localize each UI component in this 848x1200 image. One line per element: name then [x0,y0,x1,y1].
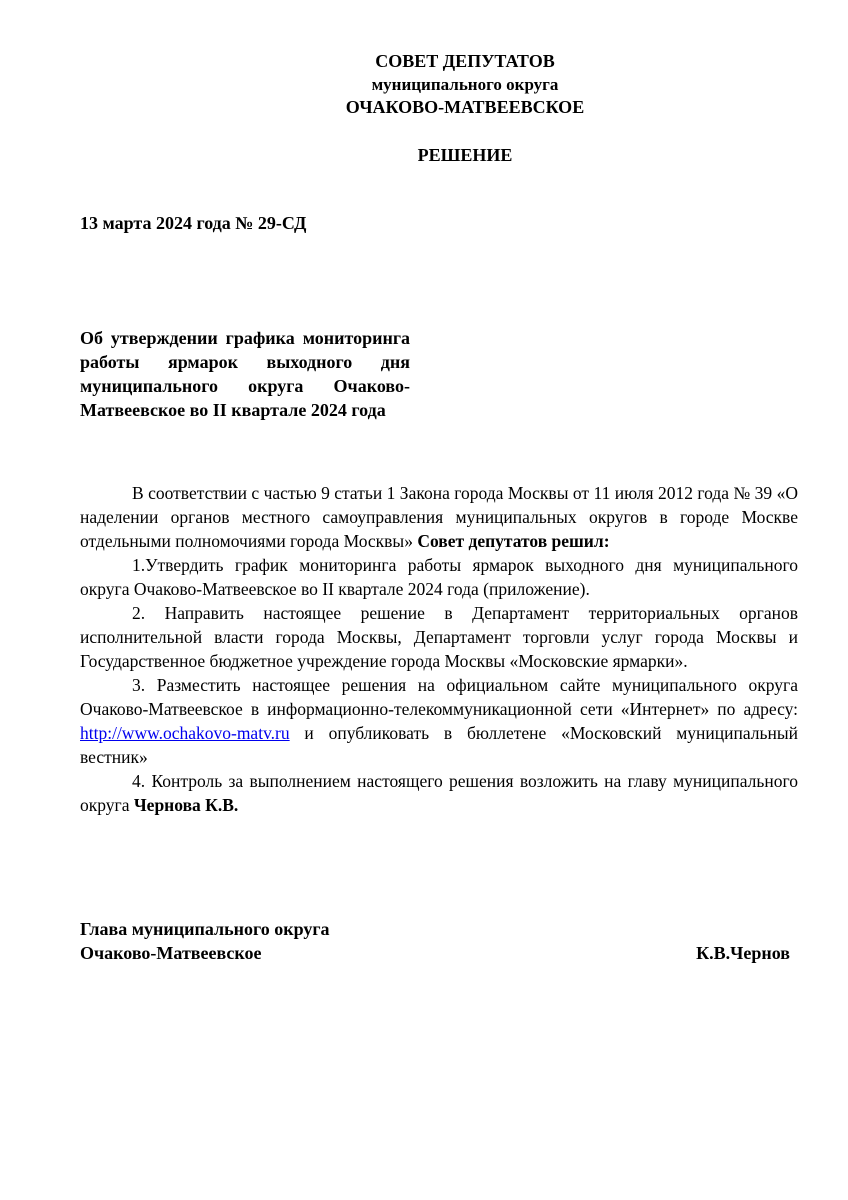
decision-title: РЕШЕНИЕ [417,145,513,165]
council-title: СОВЕТ ДЕПУТАТОВ [375,51,555,71]
item-3-text: 3. Разместить настоящее решения на официальном сайте муниципального округа Очаково-Матвеевское в информационно-телекоммуникационной сети «Интернет» по адресу: [80,675,798,719]
decision-body [80,481,798,817]
item-2: 2. Направить настоящее решение в Департамент территориальных органов исполнительной власти города Москвы, Департамент торговли услуг города Москвы и Государственное бюджетное учреждение города Москвы «Московские ярмарки». [80,603,798,671]
signature-name: К.В.Чернов [696,943,790,963]
district-label: муниципального округа [371,75,559,94]
preamble-text: В соответствии с частью 9 статьи 1 Закона города Москвы от 11 июля 2012 года № 39 «О наделении органов местного самоуправления муниципальных округов в городе Москве отдельными полномочиями города Москвы» [80,483,798,551]
signature-position: Глава муниципального округа [80,919,330,939]
item-4-head-name: Чернова К.В. [133,795,239,815]
website-link[interactable]: http://www.ochakovo-matv.ru [80,723,290,743]
item-4-text: 4. Контроль за выполнением настоящего решения возложить на главу муниципального округа [80,771,798,815]
item-3 [80,673,798,769]
document-header [260,50,670,119]
item-1: 1.Утвердить график мониторинга работы ярмарок выходного дня муниципального округа Очаково-Матвеевское во II квартале 2024 года (приложение). [80,555,798,599]
preamble-resolution: Совет депутатов решил: [417,531,610,551]
signature-row [80,941,790,965]
decision-subject: Об утверждении графика мониторинга работы ярмарок выходного дня муниципального округа Очаково-Матвеевское во II квартале 2024 года [80,328,410,420]
item-4 [80,769,798,817]
signature-block [80,917,790,965]
preamble-paragraph [80,481,798,553]
item-3-text-after: и опубликовать в бюллетене «Московский муниципальный вестник» [80,723,798,767]
district-name: ОЧАКОВО-МАТВЕЕВСКОЕ [345,97,585,117]
signature-district: Очаково-Матвеевское [80,943,262,963]
date-number: 13 марта 2024 года № 29-СД [80,213,307,233]
